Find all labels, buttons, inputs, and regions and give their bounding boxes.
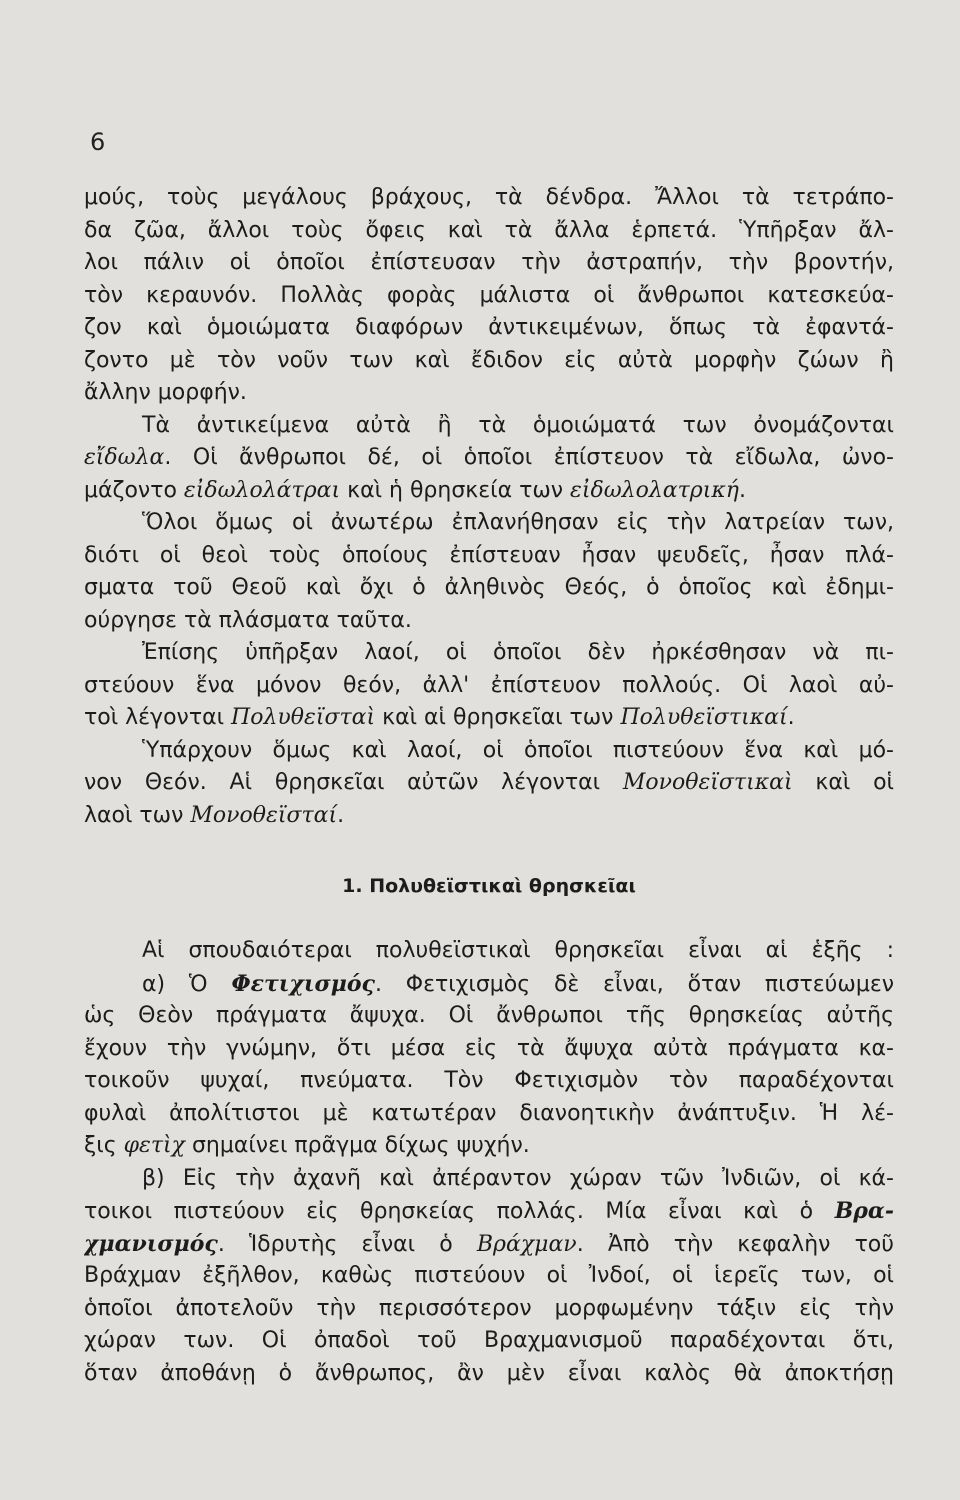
text-line	[84, 1195, 894, 1228]
text-run: τοὶ λέγονται	[84, 705, 232, 730]
text-before-heading	[84, 182, 894, 832]
text-line	[84, 1033, 894, 1066]
text-run: .	[787, 705, 795, 730]
text-run: μάζοντο	[84, 477, 184, 503]
emphasized-term: εἰδωλολατρική	[570, 477, 739, 503]
text-run: τὸν κεραυνόν. Πολλὰς φορὰς μάλιστα οἱ ἄνθρωποι κατεσκεύα-	[84, 282, 894, 308]
text-line	[84, 637, 894, 670]
page-number: 6	[90, 128, 106, 156]
text-run: β) Εἰς τὴν ἀχανῆ καὶ ἀπέραντον χώραν τῶν Ἰνδιῶν, οἱ κά-	[142, 1165, 894, 1191]
text-run: .	[738, 477, 746, 503]
text-run: λαοὶ των	[84, 802, 191, 828]
text-run: ὁποῖοι ἀποτελοῦν τὴν περισσότερον μορφωμένην τάξιν εἰς τὴν	[84, 1295, 894, 1321]
text-line	[84, 1228, 894, 1261]
text-run: σημαίνει πρᾶγμα δίχως ψυχήν.	[184, 1133, 530, 1158]
text-line	[84, 1098, 894, 1131]
text-run: δα ζῶα, ἄλλοι τοὺς ὄφεις καὶ τὰ ἄλλα ἑρπετά. Ὑπῆρξαν ἄλ-	[84, 217, 894, 243]
emphasized-term: Βράχμαν	[476, 1231, 577, 1257]
text-line	[84, 1000, 894, 1033]
text-line	[84, 345, 894, 378]
text-line	[84, 670, 894, 703]
text-line	[84, 280, 894, 313]
text-run: . Ἀπὸ τὴν κεφαλὴν τοῦ	[576, 1231, 894, 1257]
text-line	[84, 442, 894, 475]
text-run: ὅταν ἀποθάνῃ ὁ ἄνθρωπος, ἂν μὲν εἶναι καλὸς θὰ ἀποκτήσῃ	[84, 1360, 894, 1386]
text-line	[84, 215, 894, 248]
text-line	[84, 702, 894, 735]
text-run: Ὅλοι ὅμως οἱ ἀνωτέρω ἐπλανήθησαν εἰς τὴν λατρείαν των,	[142, 510, 894, 535]
text-run: Ἐπίσης ὑπῆρξαν λαοί, οἱ ὁποῖοι δὲν ἠρκέσθησαν νὰ πι-	[142, 640, 894, 665]
text-line	[84, 507, 894, 540]
text-run: Ὑπάρχουν ὅμως καὶ λαοί, οἱ ὁποῖοι πιστεύουν ἕνα καὶ μό-	[142, 737, 894, 763]
text-line	[84, 968, 894, 1001]
text-run: καὶ ἡ θρησκεία των	[340, 477, 571, 503]
text-run: σματα τοῦ Θεοῦ καὶ ὄχι ὁ ἀληθινὸς Θεός, ὁ ὁποῖος καὶ ἐδημι-	[84, 575, 894, 600]
text-run: μούς, τοὺς μεγάλους βράχους, τὰ δένδρα. Ἄλλοι τὰ τετράπο-	[84, 185, 894, 210]
text-line	[84, 1293, 894, 1326]
text-line	[84, 312, 894, 345]
emphasized-term: Πολυθεϊστικαί	[620, 705, 788, 730]
text-line	[84, 572, 894, 605]
text-line	[84, 1130, 894, 1163]
text-run: Βράχμαν ἐξῆλθον, καθὼς πιστεύουν οἱ Ἰνδοί, οἱ ἱερεῖς των, οἱ	[84, 1263, 894, 1288]
text-line	[84, 1358, 894, 1391]
text-run: Αἱ σπουδαιότεραι πολυθεϊστικαὶ θρησκεῖαι εἶναι αἱ ἑξῆς :	[142, 938, 894, 963]
text-run: ζοντο μὲ τὸν νοῦν των καὶ ἔδιδον εἰς αὐτὰ μορφὴν ζώων ἢ	[84, 347, 894, 373]
text-run: διότι οἱ θεοὶ τοὺς ὁποίους ἐπίστευαν ἦσαν ψευδεῖς, ἦσαν πλά-	[84, 542, 894, 568]
emphasized-term: φετὶχ	[123, 1133, 185, 1158]
text-line	[84, 377, 894, 410]
text-run: . Φετιχισμὸς δὲ εἶναι, ὅταν πιστεύωμεν	[374, 971, 894, 997]
section-heading: 1. Πολυθεϊστικαὶ θρησκεῖαι	[342, 875, 636, 897]
text-run: ούργησε τὰ πλάσματα ταῦτα.	[84, 607, 412, 633]
emphasized-term: Μονοθεϊστικαὶ	[622, 770, 793, 795]
text-line	[84, 247, 894, 280]
body-text	[84, 182, 894, 1390]
text-run: νον Θεόν. Αἱ θρησκεῖαι αὐτῶν λέγονται	[84, 770, 623, 795]
text-run: . Οἱ ἄνθρωποι δέ, οἱ ὁποῖοι ἐπίστευον τὰ εἴδωλα, ὠνο-	[164, 445, 894, 470]
text-run: Τὰ ἀντικείμενα αὐτὰ ἢ τὰ ὁμοιώματά των ὀνομάζονται	[142, 412, 894, 438]
text-run: ὡς Θεὸν πράγματα ἄψυχα. Οἱ ἄνθρωποι τῆς θρησκείας αὐτῆς	[84, 1003, 894, 1028]
text-run: λοι πάλιν οἱ ὁποῖοι ἐπίστευσαν τὴν ἀστραπήν, τὴν βροντήν,	[84, 250, 894, 275]
text-line	[84, 605, 894, 638]
text-after-heading	[84, 935, 894, 1390]
emphasized-term: χμανισμός	[84, 1230, 218, 1257]
text-run: .	[337, 802, 345, 828]
text-line	[84, 1163, 894, 1196]
text-line	[84, 800, 894, 833]
text-run: ἄλλην μορφήν.	[84, 380, 247, 405]
text-run: . Ἱδρυτὴς εἶναι ὁ	[217, 1231, 477, 1257]
text-run: καὶ αἱ θρησκεῖαι των	[375, 705, 621, 730]
text-run: ἔχουν τὴν γνώμην, ὅτι μέσα εἰς τὰ ἄψυχα αὐτὰ πράγματα κα-	[84, 1035, 894, 1061]
emphasized-term: Μονοθεϊσταί	[190, 802, 338, 828]
text-line	[84, 1260, 894, 1293]
emphasized-term: Πολυθεϊσταὶ	[231, 705, 376, 730]
text-run: α) Ὁ	[142, 971, 232, 997]
text-line	[84, 935, 894, 968]
text-run: φυλαὶ ἀπολίτιστοι μὲ κατωτέραν διανοητικὴν ἀνάπτυξιν. Ἡ λέ-	[84, 1100, 894, 1126]
text-line	[84, 410, 894, 443]
text-line	[84, 540, 894, 573]
text-line	[84, 767, 894, 800]
text-run: ζον καὶ ὁμοιώματα διαφόρων ἀντικειμένων, ὅπως τὰ ἐφαντά-	[84, 315, 894, 340]
emphasized-term: Φετιχισμός	[231, 970, 375, 997]
text-run: χώραν των. Οἱ ὀπαδοὶ τοῦ Βραχμανισμοῦ παραδέχονται ὅτι,	[84, 1328, 894, 1353]
text-run: τοικοῦν ψυχαί, πνεύματα. Τὸν Φετιχισμὸν τὸν παραδέχονται	[84, 1068, 894, 1093]
emphasized-term: εἰδωλολάτραι	[183, 477, 341, 503]
text-run: ξις	[84, 1133, 124, 1158]
text-line	[84, 1065, 894, 1098]
text-run: τοικοι πιστεύουν εἰς θρησκείας πολλάς. Μία εἶναι καὶ ὁ	[84, 1199, 835, 1224]
text-line	[84, 735, 894, 768]
emphasized-term: Βρα-	[834, 1198, 894, 1224]
text-line	[84, 1325, 894, 1358]
text-run: καὶ οἱ	[792, 770, 894, 795]
text-line	[84, 182, 894, 215]
text-line	[84, 475, 894, 508]
emphasized-term: εἴδωλα	[84, 445, 165, 470]
text-run: στεύουν ἕνα μόνον θεόν, ἀλλ' ἐπίστευον πολλούς. Οἱ λαοὶ αὐ-	[84, 672, 894, 698]
